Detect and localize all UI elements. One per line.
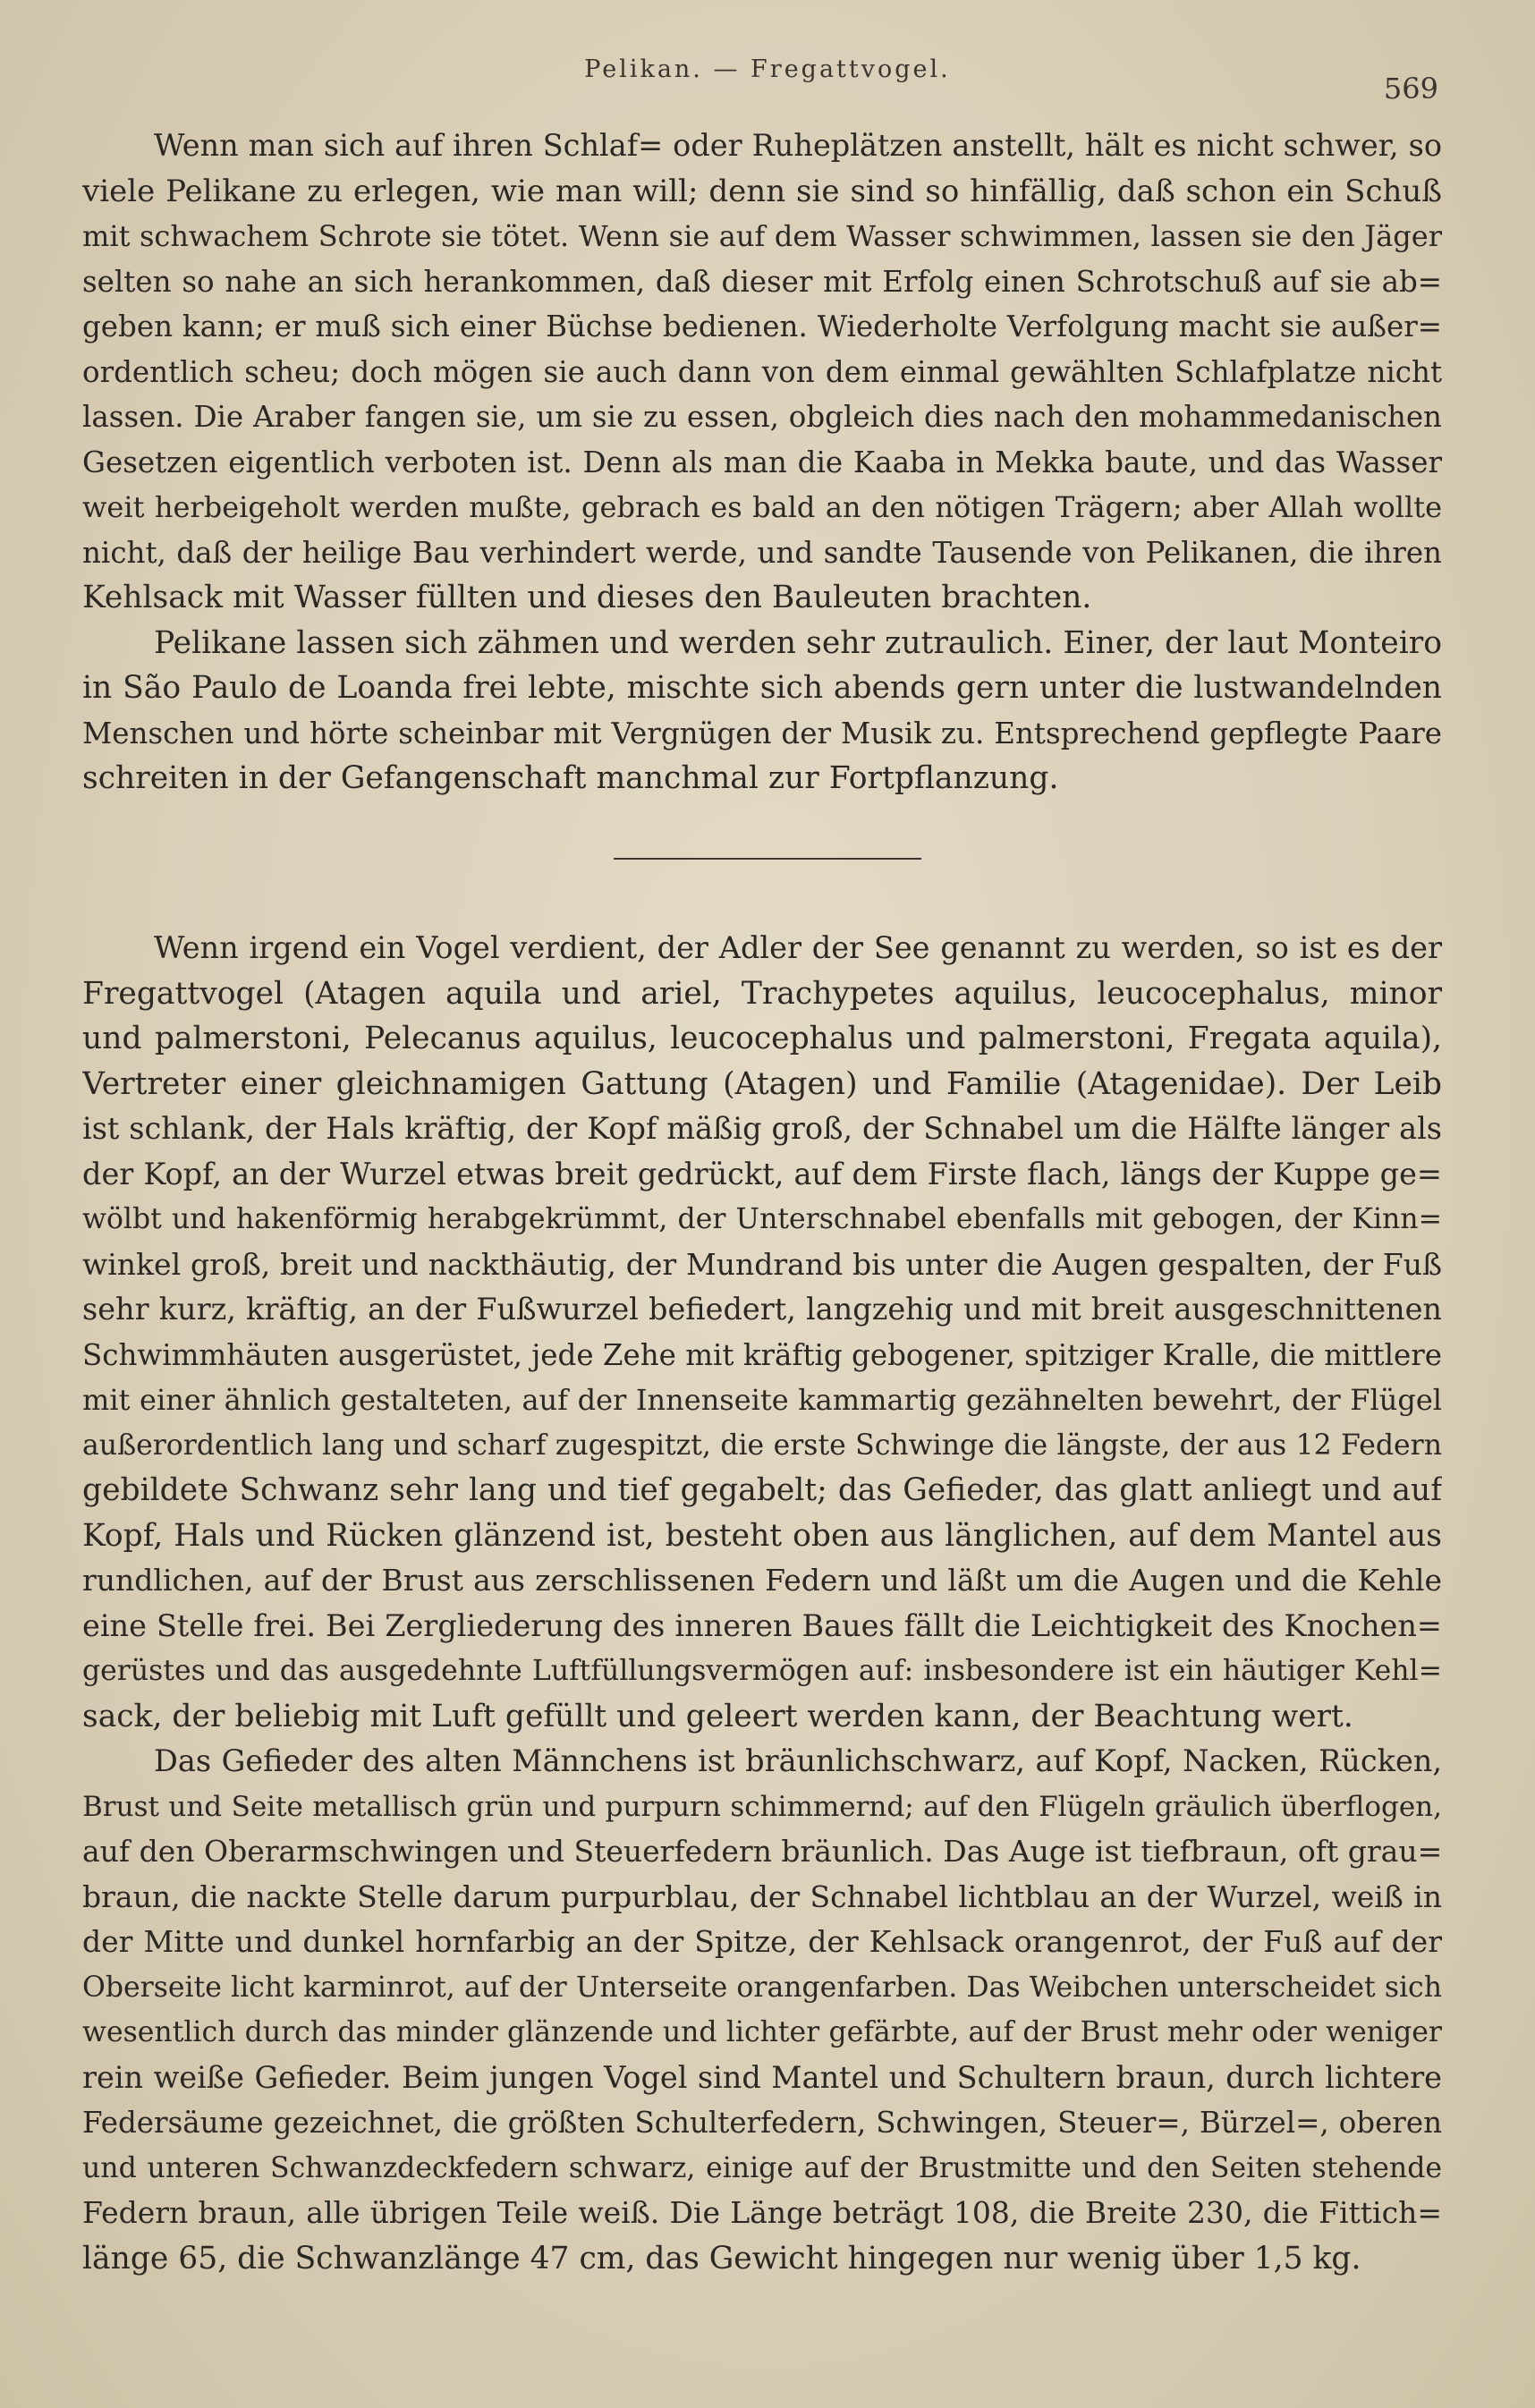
text-line: Kopf, Hals und Rücken glänzend ist, besteht oben aus länglichen, auf dem Mantel aus [82,1517,1442,1554]
text-line: lassen. Die Araber fangen sie, um sie zu essen, obgleich dies nach den mohammedanischen [82,400,1442,434]
text-line: weit herbeigeholt werden mußte, gebrach es bald an den nötigen Trägern; aber Allah wollte [82,490,1442,524]
text-line: Fregattvogel (Atagen aquila und ariel, Trachypetes aquilus, leucocephalus, minor [82,975,1442,1012]
pelikan-section [82,123,1442,801]
running-head: Pelikan. — Fregattvogel. [584,55,951,83]
text-line: länge 65, die Schwanzlänge 47 cm, das Gewicht hingegen nur wenig über 1,5 kg. [82,2240,1361,2277]
paragraph-pelikan-hunting [82,123,1442,621]
text-line: rundlichen, auf der Brust aus zerschlissenen Federn und läßt um die Augen und die Kehle [82,1563,1442,1598]
text-line: Oberseite licht karminrot, auf der Unterseite orangenfarben. Das Weibchen unterscheidet sich [82,1971,1442,2004]
text-line: Federn braun, alle übrigen Teile weiß. Die Länge beträgt 108, die Breite 230, die Fittich= [82,2195,1442,2230]
text-line: Kehlsack mit Wasser füllten und dieses den Bauleuten brachten. [82,580,1092,615]
text-line: nicht, daß der heilige Bau verhindert werde, und sandte Tausende von Pelikanen, die ihren [82,535,1442,570]
text-line: gebildete Schwanz sehr lang und tief gegabelt; das Gefieder, das glatt anliegt und auf [82,1472,1442,1508]
paragraph-fregattvogel-plumage [82,1739,1442,2281]
text-line: geben kann; er muß sich einer Büchse bedienen. Wiederholte Verfolgung macht sie außer= [82,309,1442,343]
text-line: Das Gefieder des alten Männchens ist bräunlichschwarz, auf Kopf, Nacken, Rücken, [154,1743,1442,1778]
text-line: sack, der beliebig mit Luft gefüllt und geleert werden kann, der Beachtung wert. [82,1698,1353,1734]
text-line: sehr kurz, kräftig, an der Fußwurzel befiedert, langzehig und mit breit ausgeschnittenen [82,1292,1442,1327]
text-line: der Kopf, an der Wurzel etwas breit gedrückt, auf dem Firste flach, längs der Kuppe ge= [82,1156,1442,1191]
text-line: und unteren Schwanzdeckfedern schwarz, einige auf der Brustmitte und den Seiten stehende [82,2151,1442,2184]
text-line: wölbt und hakenförmig herabgekrümmt, der Unterschnabel ebenfalls mit gebogen, der Kinn= [82,1203,1442,1235]
text-line: viele Pelikane zu erlegen, wie man will; denn sie sind so hinfällig, daß schon ein Schuß [82,173,1442,209]
text-line: Gesetzen eigentlich verboten ist. Denn als man die Kaaba in Mekka baute, und das Wasser [82,445,1442,479]
text-line: braun, die nackte Stelle darum purpurblau, der Schnabel lichtblau an der Wurzel, weiß in [82,1878,1442,1914]
section-divider [614,858,921,860]
text-line: schreiten in der Gefangenschaft manchmal zur Fortpflanzung. [82,760,1059,796]
text-line: rein weiße Gefieder. Beim jungen Vogel sind Mantel und Schultern braun, durch lichtere [82,2059,1442,2095]
text-line: wesentlich durch das minder glänzende und lichter gefärbte, auf der Brust mehr oder weniger [82,2016,1442,2048]
paragraph-fregattvogel-description [82,926,1442,1739]
text-line: Vertreter einer gleichnamigen Gattung (Atagen) und Familie (Atagenidae). Der Leib [82,1065,1442,1102]
text-line: selten so nahe an sich herankommen, daß dieser mit Erfolg einen Schrotschuß auf sie ab= [82,264,1442,299]
text-line: außerordentlich lang und scharf zugespitzt, die erste Schwinge die längste, der aus 12 Federn [82,1429,1442,1462]
text-line: Wenn irgend ein Vogel verdient, der Adler der See genannt zu werden, so ist es der [154,930,1442,965]
text-line: Federsäume gezeichnet, die größten Schulterfedern, Schwingen, Steuer=, Bürzel=, oberen [82,2106,1442,2140]
text-line: Wenn man sich auf ihren Schlaf= oder Ruheplätzen anstellt, hält es nicht schwer, so [154,128,1442,163]
page-number: 569 [1383,72,1438,106]
text-line: winkel groß, breit und nackthäutig, der Mundrand bis unter die Augen gespalten, der Fuß [82,1246,1442,1282]
text-line: gerüstes und das ausgedehnte Luftfüllungsvermögen auf: insbesondere ist ein häutiger Kehl= [82,1655,1442,1687]
text-line: ordentlich scheu; doch mögen sie auch dann von dem einmal gewählten Schlafplatze nicht [82,354,1442,389]
text-line: auf den Oberarmschwingen und Steuerfedern bräunlich. Das Auge ist tiefbraun, oft grau= [82,1834,1442,1869]
fregattvogel-section [82,926,1442,2281]
paragraph-pelikan-taming [82,621,1442,801]
text-line: Brust und Seite metallisch grün und purpurn schimmernd; auf den Flügeln gräulich überflogen, [82,1790,1442,1823]
text-line: der Mitte und dunkel hornfarbig an der Spitze, der Kehlsack orangenrot, der Fuß auf der [82,1924,1442,1959]
text-line: ist schlank, der Hals kräftig, der Kopf mäßig groß, der Schnabel um die Hälfte länger als [82,1111,1442,1146]
text-line: und palmerstoni, Pelecanus aquilus, leucocephalus und palmerstoni, Fregata aquila), [82,1021,1442,1056]
text-line: Menschen und hörte scheinbar mit Vergnügen der Musik zu. Entsprechend gepflegte Paare [82,716,1442,750]
text-line: eine Stelle frei. Bei Zergliederung des inneren Baues fällt die Leichtigkeit des Knochen= [82,1607,1442,1643]
text-line: mit schwachem Schrote sie tötet. Wenn sie auf dem Wasser schwimmen, lassen sie den Jäger [82,219,1442,253]
text-line: Schwimmhäuten ausgerüstet, jede Zehe mit kräftig gebogener, spitziger Kralle, die mittlere [82,1337,1442,1372]
text-line: in São Paulo de Loanda frei lebte, mischte sich abends gern unter die lustwandelnden [82,670,1442,706]
text-line: mit einer ähnlich gestalteten, auf der Innenseite kammartig gezähnelten bewehrt, der Flügel [82,1383,1442,1417]
text-line: Pelikane lassen sich zähmen und werden sehr zutraulich. Einer, der laut Monteiro [154,624,1442,661]
